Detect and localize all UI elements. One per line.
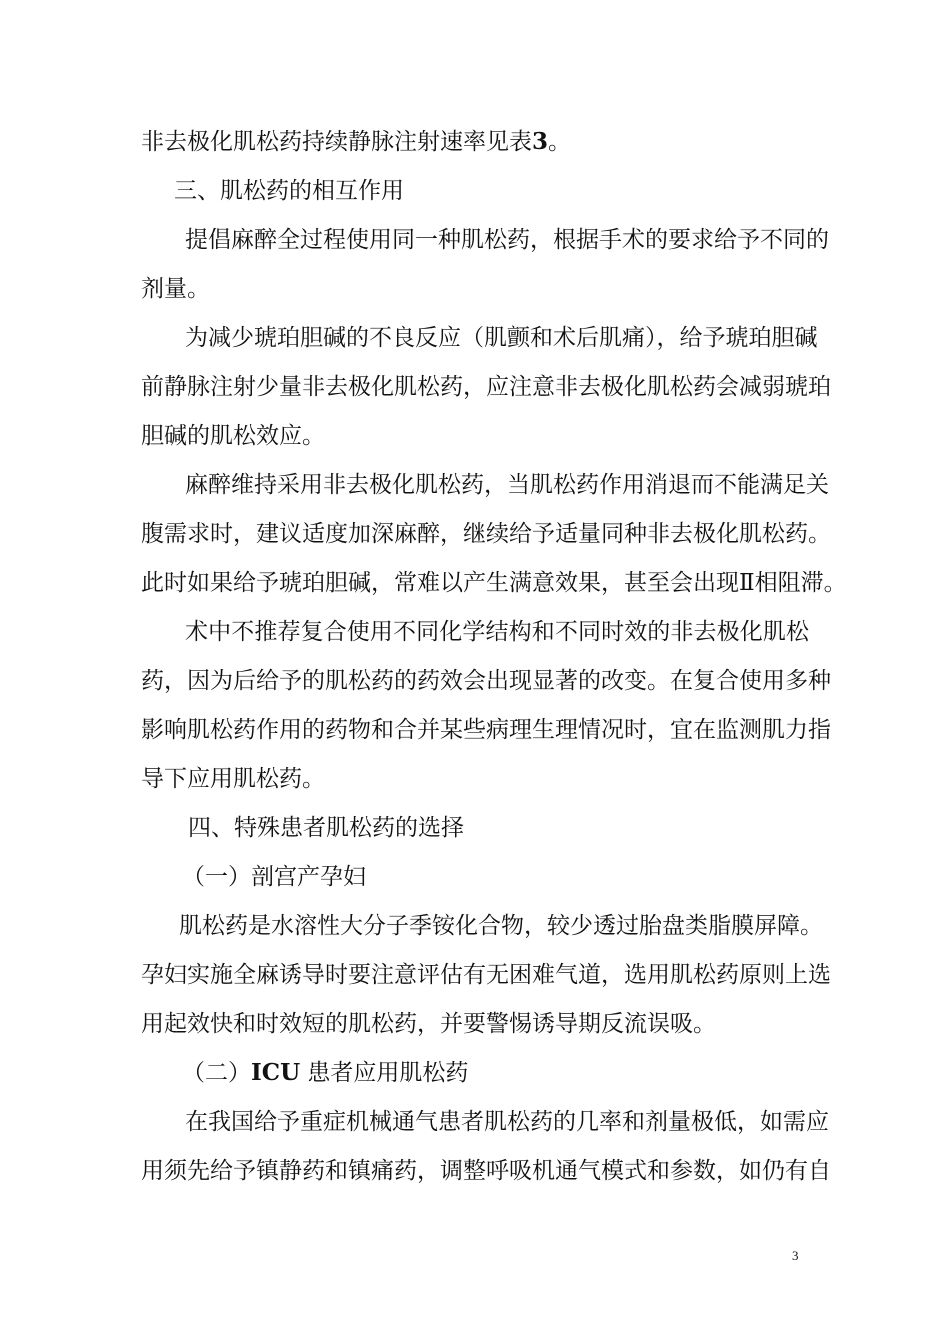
text-line-3: 提倡麻醉全过程使用同一种肌松药，根据手术的要求给予不同的 bbox=[185, 227, 829, 253]
text-line-1 bbox=[141, 127, 572, 157]
text-segment: 非去极化肌松药持续静脉注射速率见表 bbox=[141, 129, 532, 155]
text-line-13: 影响肌松药作用的药物和合并某些病理生理情况时，宜在监测肌力指 bbox=[141, 717, 831, 743]
text-segment: 。 bbox=[548, 129, 572, 155]
text-line-22: 用须先给予镇静药和镇痛药，调整呼吸机通气模式和参数，如仍有自 bbox=[141, 1158, 831, 1184]
text-line-12: 药，因为后给予的肌松药的药效会出现显著的改变。在复合使用多种 bbox=[141, 668, 831, 694]
text-line-4: 剂量。 bbox=[141, 276, 210, 302]
text-line-9: 腹需求时，建议适度加深麻醉，继续给予适量同种非去极化肌松药。 bbox=[141, 521, 831, 547]
text-line-5: 为减少琥珀胆碱的不良反应（肌颤和术后肌痛），给予琥珀胆碱 bbox=[185, 325, 818, 351]
subsection-heading-one: （一）剖宫产孕妇 bbox=[182, 864, 366, 890]
text-line-19: 用起效快和时效短的肌松药，并要警惕诱导期反流误吸。 bbox=[141, 1011, 716, 1037]
page-number: 3 bbox=[792, 1248, 799, 1263]
text-segment: （二） bbox=[182, 1060, 251, 1086]
text-line-21: 在我国给予重症机械通气患者肌松药的几率和剂量极低，如需应 bbox=[185, 1109, 829, 1135]
section-heading-four: 四、特殊患者肌松药的选择 bbox=[188, 815, 464, 841]
text-segment: 患者应用肌松药 bbox=[300, 1060, 469, 1086]
section-heading-three: 三、肌松药的相互作用 bbox=[174, 178, 404, 204]
text-line-8: 麻醉维持采用非去极化肌松药，当肌松药作用消退而不能满足关 bbox=[185, 472, 829, 498]
icu-label: ICU bbox=[251, 1059, 301, 1086]
text-line-18: 孕妇实施全麻诱导时要注意评估有无困难气道，选用肌松药原则上选 bbox=[141, 962, 831, 988]
text-line-14: 导下应用肌松药。 bbox=[141, 766, 325, 792]
text-line-6: 前静脉注射少量非去极化肌松药，应注意非去极化肌松药会减弱琥珀 bbox=[141, 374, 831, 400]
table-reference-number: 3 bbox=[532, 128, 549, 155]
text-line-10: 此时如果给予琥珀胆碱，常难以产生满意效果，甚至会出现Ⅱ相阻滞。 bbox=[141, 570, 847, 596]
text-line-7: 胆碱的肌松效应。 bbox=[141, 423, 325, 449]
text-line-11: 术中不推荐复合使用不同化学结构和不同时效的非去极化肌松 bbox=[185, 619, 809, 645]
text-line-17: 肌松药是水溶性大分子季铵化合物，较少透过胎盘类脂膜屏障。 bbox=[179, 913, 823, 939]
subsection-heading-two bbox=[182, 1058, 468, 1088]
